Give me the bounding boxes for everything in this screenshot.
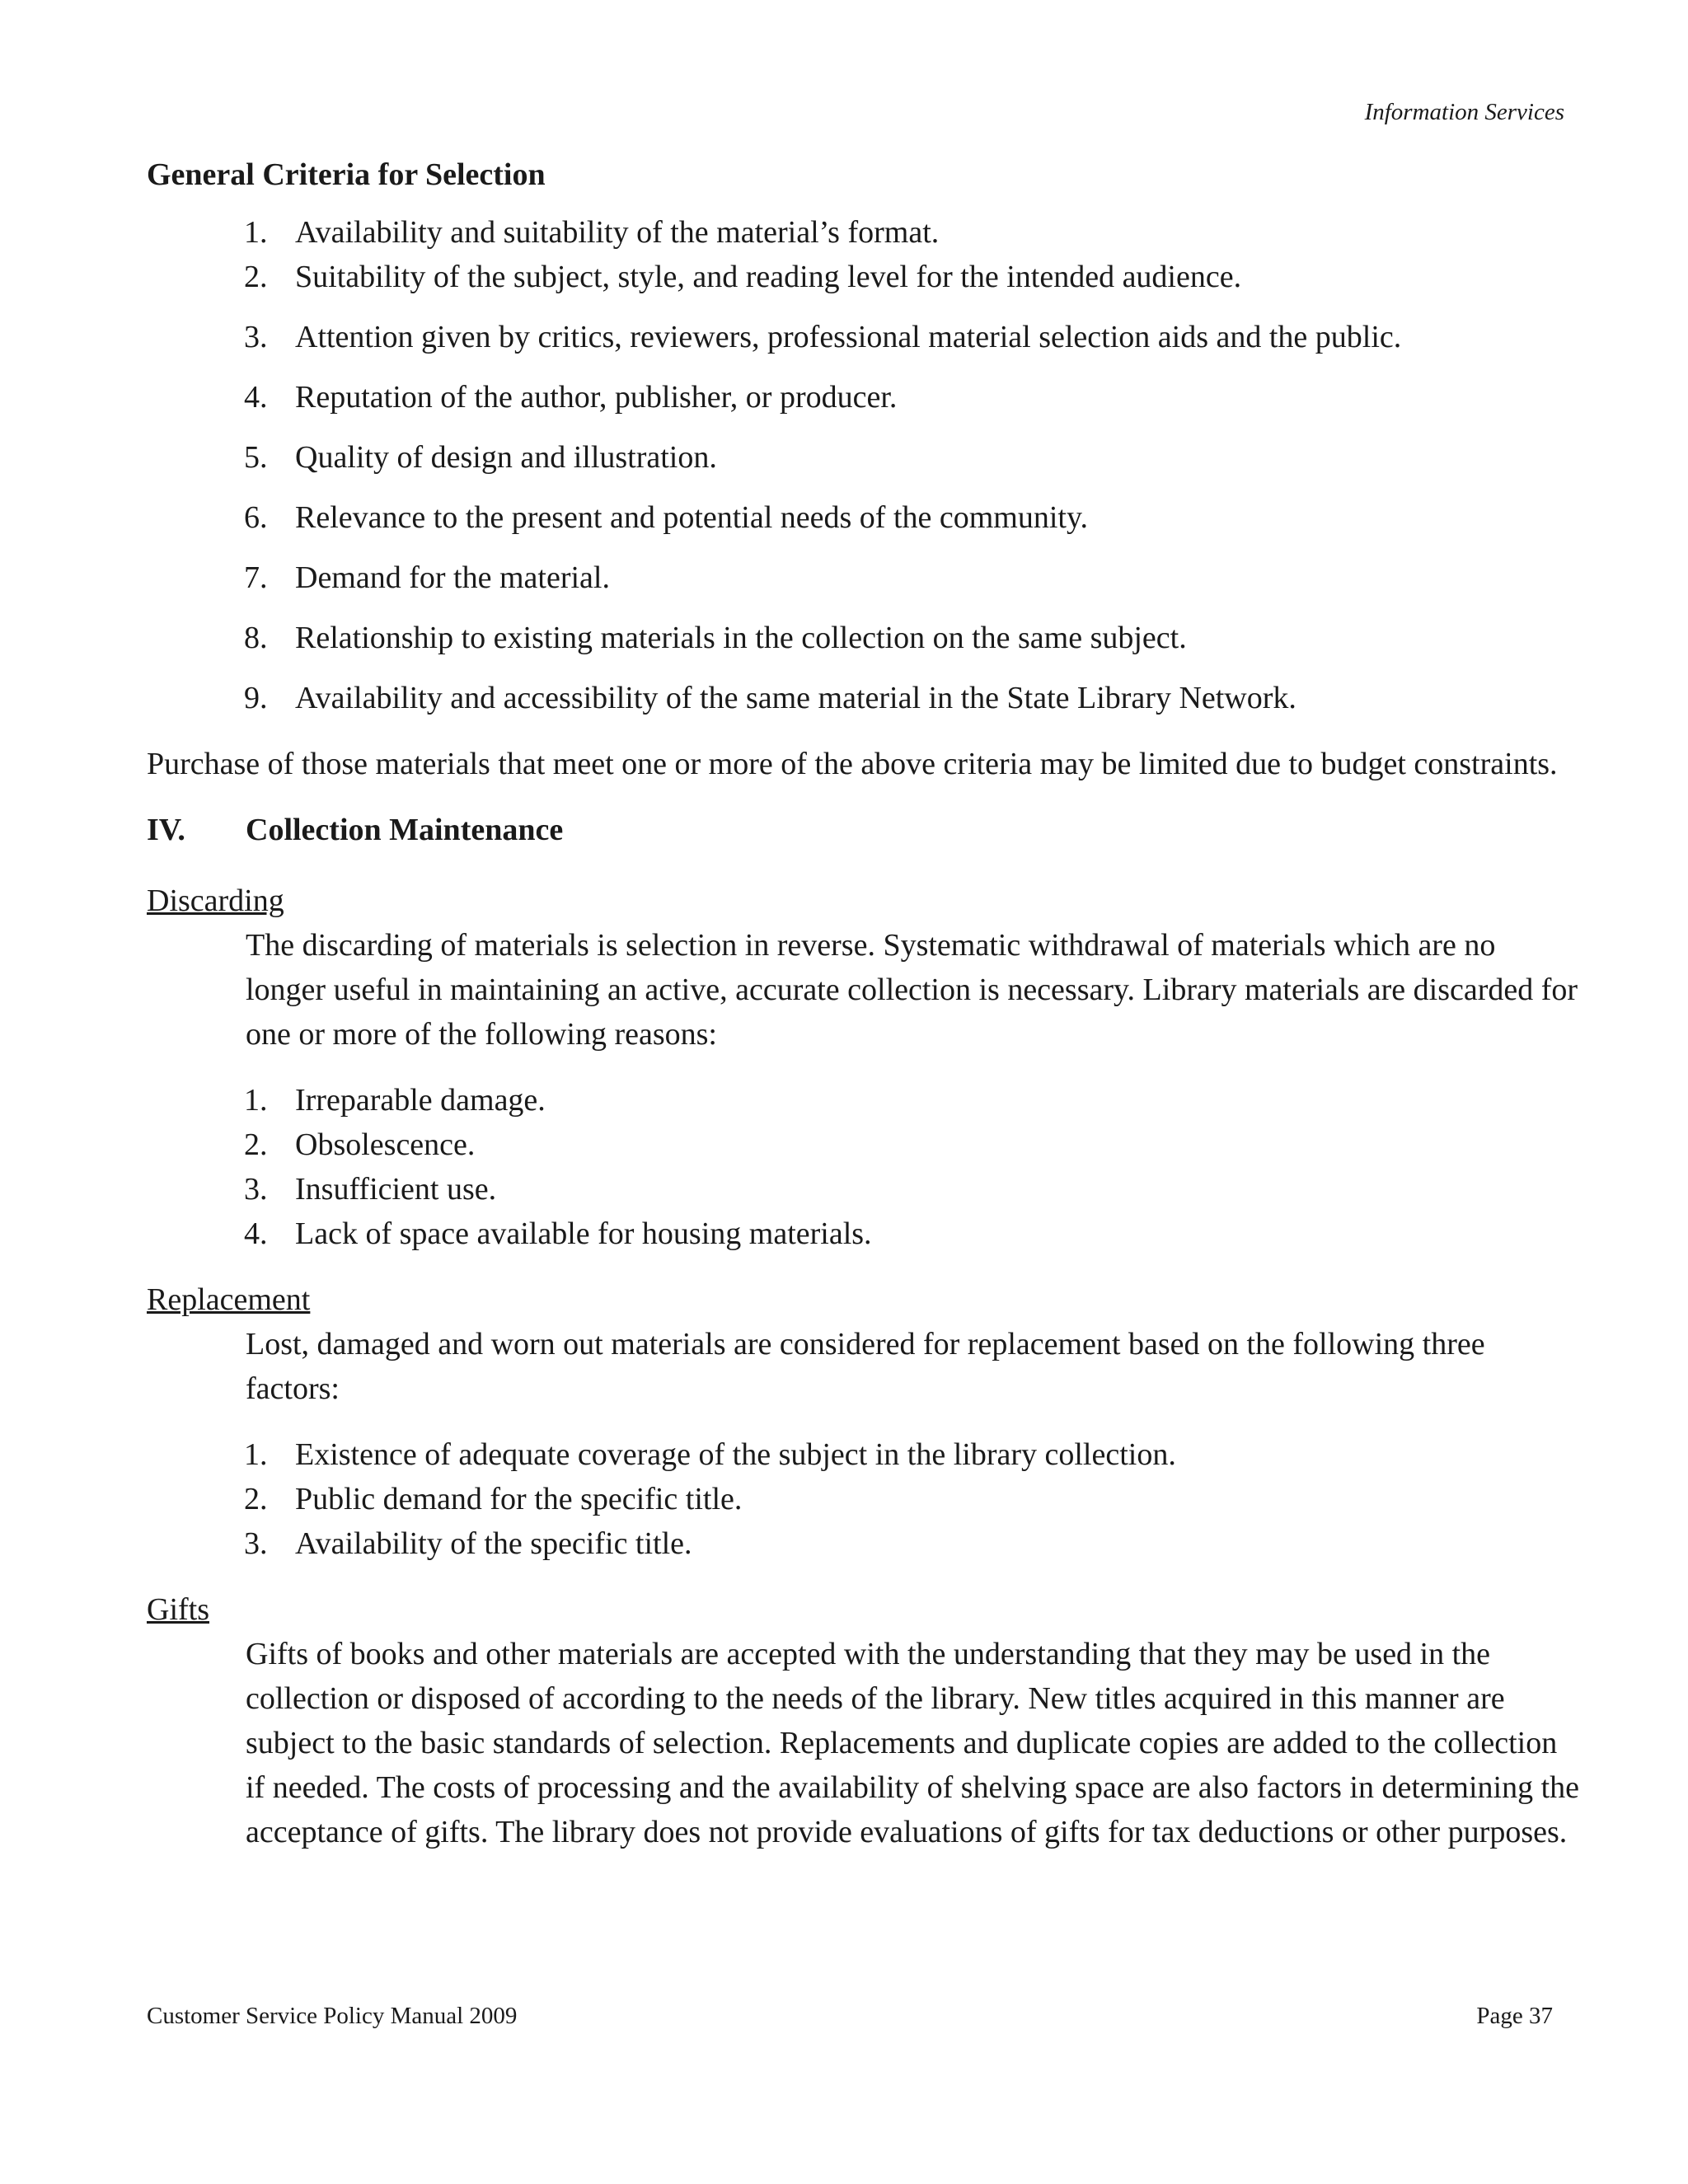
running-header: Information Services bbox=[1364, 99, 1564, 125]
section-number: IV. bbox=[147, 813, 185, 847]
gifts-heading: Gifts bbox=[147, 1592, 209, 1627]
discarding-list bbox=[147, 1078, 1581, 1256]
discarding-text: The discarding of materials is selection in reverse. Systematic withdrawal of materials which are no longer useful in maintaining an active, accurate collection is necessary. Library materials are discarded for one or more of the following reasons: bbox=[246, 928, 1578, 1052]
list-item: 2. Public demand for the specific title. bbox=[244, 1482, 743, 1516]
budget-note: Purchase of those materials that meet one or more of the above criteria may be limited due to budget constraints. bbox=[147, 747, 1558, 781]
list-item: 3. Attention given by critics, reviewers, professional material selection aids and the public. bbox=[244, 320, 1402, 354]
list-item: 7. Demand for the material. bbox=[244, 560, 610, 595]
replacement-heading: Replacement bbox=[147, 1282, 311, 1317]
list-item: 5. Quality of design and illustration. bbox=[244, 440, 717, 475]
gifts-text: Gifts of books and other materials are accepted with the understanding that they may be used in the collection or disposed of according to the needs of the library. New titles acquired in this manner are subject to the basic standards of selection. Replacements and duplicate copies are added to the collection if needed. The costs of processing and the availability of shelving space are also factors in determining the acceptance of gifts. The library does not provide evaluations of gifts for tax deductions or other purposes. bbox=[246, 1637, 1580, 1849]
list-item: 3. Insufficient use. bbox=[244, 1172, 497, 1207]
list-item: 1. Existence of adequate coverage of the subject in the library collection. bbox=[244, 1437, 1176, 1472]
list-item: 2. Obsolescence. bbox=[244, 1127, 476, 1162]
list-item: 6. Relevance to the present and potential needs of the community. bbox=[244, 500, 1089, 535]
replacement-list bbox=[147, 1432, 1581, 1566]
list-item: 2. Suitability of the subject, style, and reading level for the intended audience. bbox=[244, 260, 1242, 294]
general-criteria-list bbox=[147, 210, 1581, 720]
list-item: 3. Availability of the specific title. bbox=[244, 1526, 692, 1561]
section-heading bbox=[147, 808, 1581, 852]
list-item: 4. Reputation of the author, publisher, or producer. bbox=[244, 380, 898, 415]
list-item: 9. Availability and accessibility of the same material in the State Library Network. bbox=[244, 681, 1296, 715]
footer-manual-title: Customer Service Policy Manual 2009 bbox=[147, 2003, 518, 2029]
general-criteria-heading: General Criteria for Selection bbox=[147, 157, 546, 192]
list-item: 1. Availability and suitability of the material’s format. bbox=[244, 215, 940, 250]
list-item: 4. Lack of space available for housing materials. bbox=[244, 1216, 872, 1251]
replacement-text: Lost, damaged and worn out materials are considered for replacement based on the following three factors: bbox=[246, 1327, 1485, 1406]
footer-page-number: Page 37 bbox=[1476, 2003, 1553, 2029]
list-item: 1. Irreparable damage. bbox=[244, 1083, 546, 1118]
list-item: 8. Relationship to existing materials in the collection on the same subject. bbox=[244, 621, 1187, 655]
discarding-heading: Discarding bbox=[147, 883, 284, 918]
page-content bbox=[147, 152, 1581, 1876]
section-title: Collection Maintenance bbox=[246, 813, 564, 847]
